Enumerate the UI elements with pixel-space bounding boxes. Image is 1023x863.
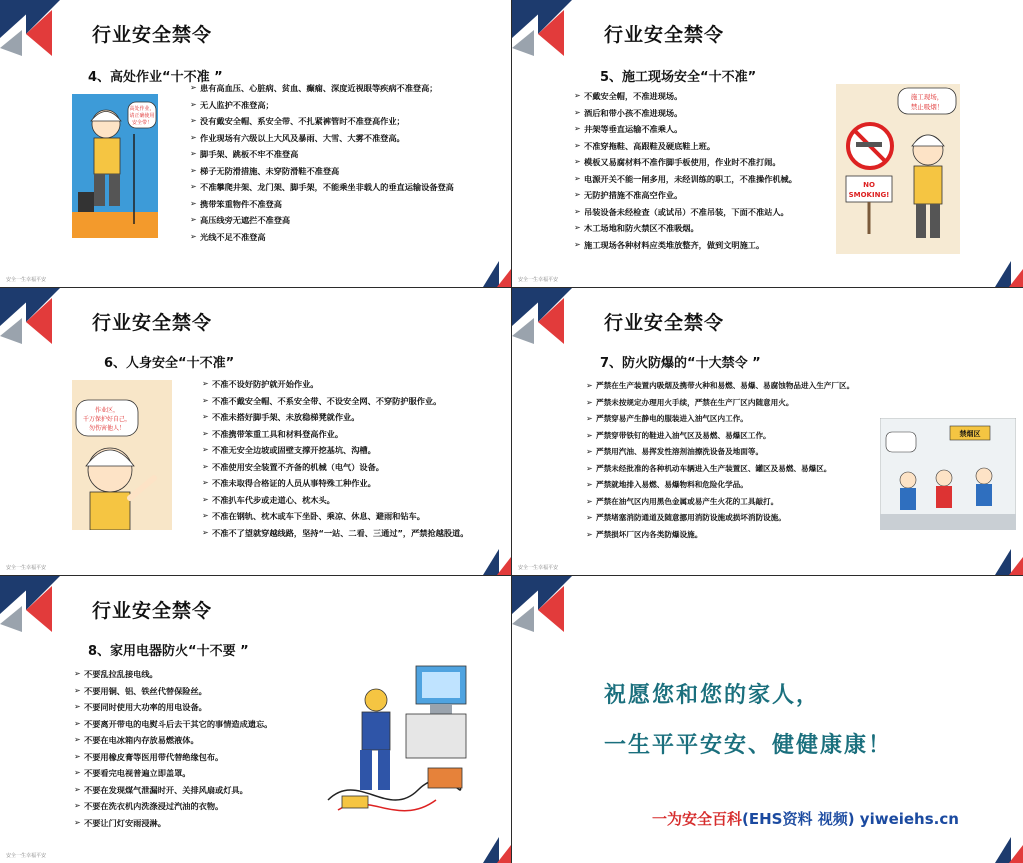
grid-divider-horizontal xyxy=(0,287,1023,288)
list-item: ➢ 不准使用安全装置不齐备的机械（电气）设备。 xyxy=(202,461,384,472)
list-item: ➢ 严禁未按规定办理用火手续，严禁在生产厂区内随意用火。 xyxy=(586,397,794,407)
list-item: ➢ 携带笨重物件不准登高 xyxy=(190,198,282,209)
bubble-line-1: 高处作业， xyxy=(129,106,155,112)
slide-subtitle: 8、家用电器防火“十不要 ” xyxy=(88,644,249,659)
list-item: ➢ 酒后和带小孩不准进现场。 xyxy=(574,107,683,118)
slide-personal-safety xyxy=(0,288,511,575)
list-item: ➢ 严禁未经批准的各种机动车辆进入生产装置区、罐区及易燃、易爆区。 xyxy=(586,463,832,473)
list-item: ➢ 不戴安全帽，不准进现场。 xyxy=(574,91,683,101)
list-item: ➢ 无防护措施不准高空作业。 xyxy=(574,190,683,200)
list-item: ➢ 严禁就地排入易燃、易爆物料和危险化学品。 xyxy=(586,480,748,489)
slide-subtitle: 6、人身安全“十不准” xyxy=(104,356,235,371)
bubble-line-3: 安全带！ xyxy=(131,120,153,126)
list-item: ➢ 严禁用汽油、易挥发性溶剂油擦洗设备及地面等。 xyxy=(586,447,764,456)
triangle-logo xyxy=(0,576,80,632)
watermark-dash: 一为 xyxy=(652,810,683,828)
slide-construction-site xyxy=(512,0,1023,287)
list-item: ➢ 不要同时使用大功率的用电设备。 xyxy=(74,702,207,712)
list-item: ➢ 严禁穿易产生静电的服装进入油气区内工作。 xyxy=(586,414,748,423)
list-item: ➢ 不要用橡皮膏等医用带代替绝缘包布。 xyxy=(74,751,224,762)
list-item: ➢ 不要用铜、铝、铁丝代替保险丝。 xyxy=(74,685,207,696)
list-item: ➢ 不要乱拉乱接电线。 xyxy=(74,669,158,679)
list-item: ➢ 光线不足不准登高 xyxy=(190,231,266,242)
slide-subtitle: 7、防火防爆的“十大禁令 ” xyxy=(600,356,761,371)
slide-title: 行业安全禁令 xyxy=(92,600,213,622)
list-item: ➢ 不准无安全边坡或固壁支撑开挖基坑、沟槽。 xyxy=(202,445,376,455)
corner-triangle-decor xyxy=(471,837,511,863)
slide-subtitle: 4、高处作业“十不准 ” xyxy=(88,70,223,85)
list-item: ➢ 严禁损坏厂区内各类防爆设施。 xyxy=(586,529,703,539)
slide-footer: 安全一生幸福平安 xyxy=(6,277,47,283)
bubble-line-1: 施工现场， xyxy=(910,93,944,101)
rules-list xyxy=(574,88,842,253)
triangle-logo xyxy=(512,0,592,56)
rules-list xyxy=(202,376,474,541)
worker-girl-illustration xyxy=(72,380,172,530)
list-item: ➢ 不准扒车代步或走道心、枕木头。 xyxy=(202,494,335,505)
fire-safety-illustration xyxy=(880,418,1016,530)
sign-line-2: SMOKING! xyxy=(848,191,890,199)
list-item: ➢ 不要离开带电的电熨斗后去干其它的事情造成遗忘。 xyxy=(74,718,273,729)
list-item: ➢ 高压线旁无遮拦不准登高 xyxy=(190,215,291,225)
corner-triangle-decor xyxy=(983,837,1023,863)
slide-title: 行业安全禁令 xyxy=(604,24,725,46)
list-item: ➢ 不准携带笨重工具和材料登高作业。 xyxy=(202,428,344,439)
list-item: ➢ 不准不戴安全帽、不系安全带、不设安全网、不穿防护服作业。 xyxy=(202,395,442,406)
slide-footer: 安全一生幸福平安 xyxy=(518,277,559,283)
list-item: ➢ 吊装设备未经检查（或试吊）不准吊装，下面不准站人。 xyxy=(574,206,789,217)
list-item: ➢ 木工场地和防火禁区不准吸烟。 xyxy=(574,223,699,233)
corner-triangle-decor xyxy=(471,549,511,575)
list-item: ➢ 不要看完电视普遍立即盖罩。 xyxy=(74,768,191,778)
slide-footer: 安全一生幸福平安 xyxy=(518,565,559,571)
bubble-line-2: 禁止吸烟！ xyxy=(910,103,944,111)
slide-closing xyxy=(512,576,1023,863)
list-item: ➢ 梯子无防滑措施、未穿防滑鞋不准登高 xyxy=(190,165,340,176)
list-item: ➢ 不准穿拖鞋、高跟鞋及硬底鞋上班。 xyxy=(574,140,716,151)
slide-title: 行业安全禁令 xyxy=(604,312,725,334)
list-item: ➢ 严禁在生产装置内吸烟及携带火种和易燃、易爆、易腐蚀物品进入生产厂区。 xyxy=(586,381,855,390)
blessing-line-2: 一生平平安安、健健康康！ xyxy=(604,733,893,758)
grid-divider-vertical xyxy=(511,0,512,863)
bubble-line-2: 千万保护好自己， xyxy=(82,416,132,423)
grid-divider-horizontal xyxy=(0,575,1023,576)
list-item: ➢ 没有戴安全帽、系安全带、不扎紧裤管时不准登高作业； xyxy=(190,116,405,126)
list-item: ➢ 不准在钢轨、枕木或车下坐卧、乘凉、休息、避雨和钻车。 xyxy=(202,511,425,521)
bubble-line-1: 作业区， xyxy=(94,407,120,414)
corner-triangle-decor xyxy=(471,261,511,287)
list-item: ➢ 不准不了望就穿越线路，坚持“一站、二看、三通过”，严禁抢越股道。 xyxy=(202,527,469,538)
list-item: ➢ 脚手架、跳板不牢不准登高 xyxy=(190,149,299,159)
watermark-text xyxy=(652,808,959,829)
watermark-site: (EHS资料 视频) yiweiehs.cn xyxy=(742,810,959,828)
sign-line-1: NO xyxy=(863,181,875,189)
rules-list xyxy=(74,666,334,831)
slide-title: 行业安全禁令 xyxy=(92,312,213,334)
slide-subtitle: 5、施工现场安全“十不准” xyxy=(600,70,757,85)
list-item: ➢ 施工现场各种材料应类堆放整齐，做到文明施工。 xyxy=(574,239,765,250)
triangle-logo xyxy=(512,576,592,632)
triangle-logo xyxy=(512,288,592,344)
list-item: ➢ 井架等垂直运输不准乘人。 xyxy=(574,124,683,134)
list-item: ➢ 严禁堵塞消防通道及随意挪用消防设施或损坏消防设施。 xyxy=(586,513,786,522)
slide-high-altitude xyxy=(0,0,511,287)
slide-footer: 安全一生幸福平安 xyxy=(6,853,47,859)
list-item: ➢ 不准攀爬井架、龙门架、脚手架，不能乘坐非载人的垂直运输设备登高 xyxy=(190,182,454,192)
corner-triangle-decor xyxy=(983,261,1023,287)
list-item: ➢ 模板又易腐材料不准作脚手板使用，作业时不准打闹。 xyxy=(574,157,781,167)
worker-harness-illustration xyxy=(72,94,158,238)
list-item: ➢ 电源开关不能一闸多用，未经训练的职工，不准操作机械。 xyxy=(574,173,797,184)
blessing-line-1: 祝愿您和您的家人， xyxy=(604,683,821,708)
list-item: ➢ 不要让门灯安雨浸淋。 xyxy=(74,817,166,828)
tangled-wires-illustration xyxy=(318,660,478,830)
list-item: ➢ 不准未搭好脚手架、未放稳梯凳就作业。 xyxy=(202,412,360,422)
list-item: ➢ 不准未取得合格证的人员从事特殊工种作业。 xyxy=(202,478,376,488)
bubble-line-2: 请正确使用 xyxy=(129,113,155,119)
corner-triangle-decor xyxy=(983,549,1023,575)
list-item: ➢ 严禁在油气区内用黑色金属或易产生火花的工具敲打。 xyxy=(586,496,779,506)
triangle-logo xyxy=(0,0,80,56)
no-smoking-illustration xyxy=(836,84,960,254)
list-item: ➢ 不要在电冰箱内存放易燃液体。 xyxy=(74,735,199,745)
list-item: ➢ 不要在洗衣机内洗涤浸过汽油的衣物。 xyxy=(74,801,224,811)
slide-fire-explosion xyxy=(512,288,1023,575)
watermark-brand: 安全百科 xyxy=(682,810,743,828)
sign-text: 禁烟区 xyxy=(959,430,981,438)
slide-footer: 安全一生幸福平安 xyxy=(6,565,47,571)
list-item: ➢ 严禁穿带铁钉的鞋进入油气区及易燃、易爆区工作。 xyxy=(586,430,771,440)
rules-list xyxy=(586,378,884,543)
triangle-logo xyxy=(0,288,80,344)
list-item: ➢ 作业现场有六级以上大风及暴雨、大雪、大雾不准登高。 xyxy=(190,132,405,143)
rules-list xyxy=(190,80,458,245)
list-item: ➢ 不准不设好防护就开始作业。 xyxy=(202,379,319,389)
list-item: ➢ 患有高血压、心脏病、贫血、癫痫、深度近视眼等疾病不准登高； xyxy=(190,83,438,93)
slide-appliance-fire xyxy=(0,576,511,863)
slide-title: 行业安全禁令 xyxy=(92,24,213,46)
bubble-line-3: 勿伤害他人！ xyxy=(88,425,126,432)
list-item: ➢ 无人监护不准登高； xyxy=(190,99,274,110)
list-item: ➢ 不要在发现煤气泄漏时开、关排风扇或灯具。 xyxy=(74,784,248,795)
